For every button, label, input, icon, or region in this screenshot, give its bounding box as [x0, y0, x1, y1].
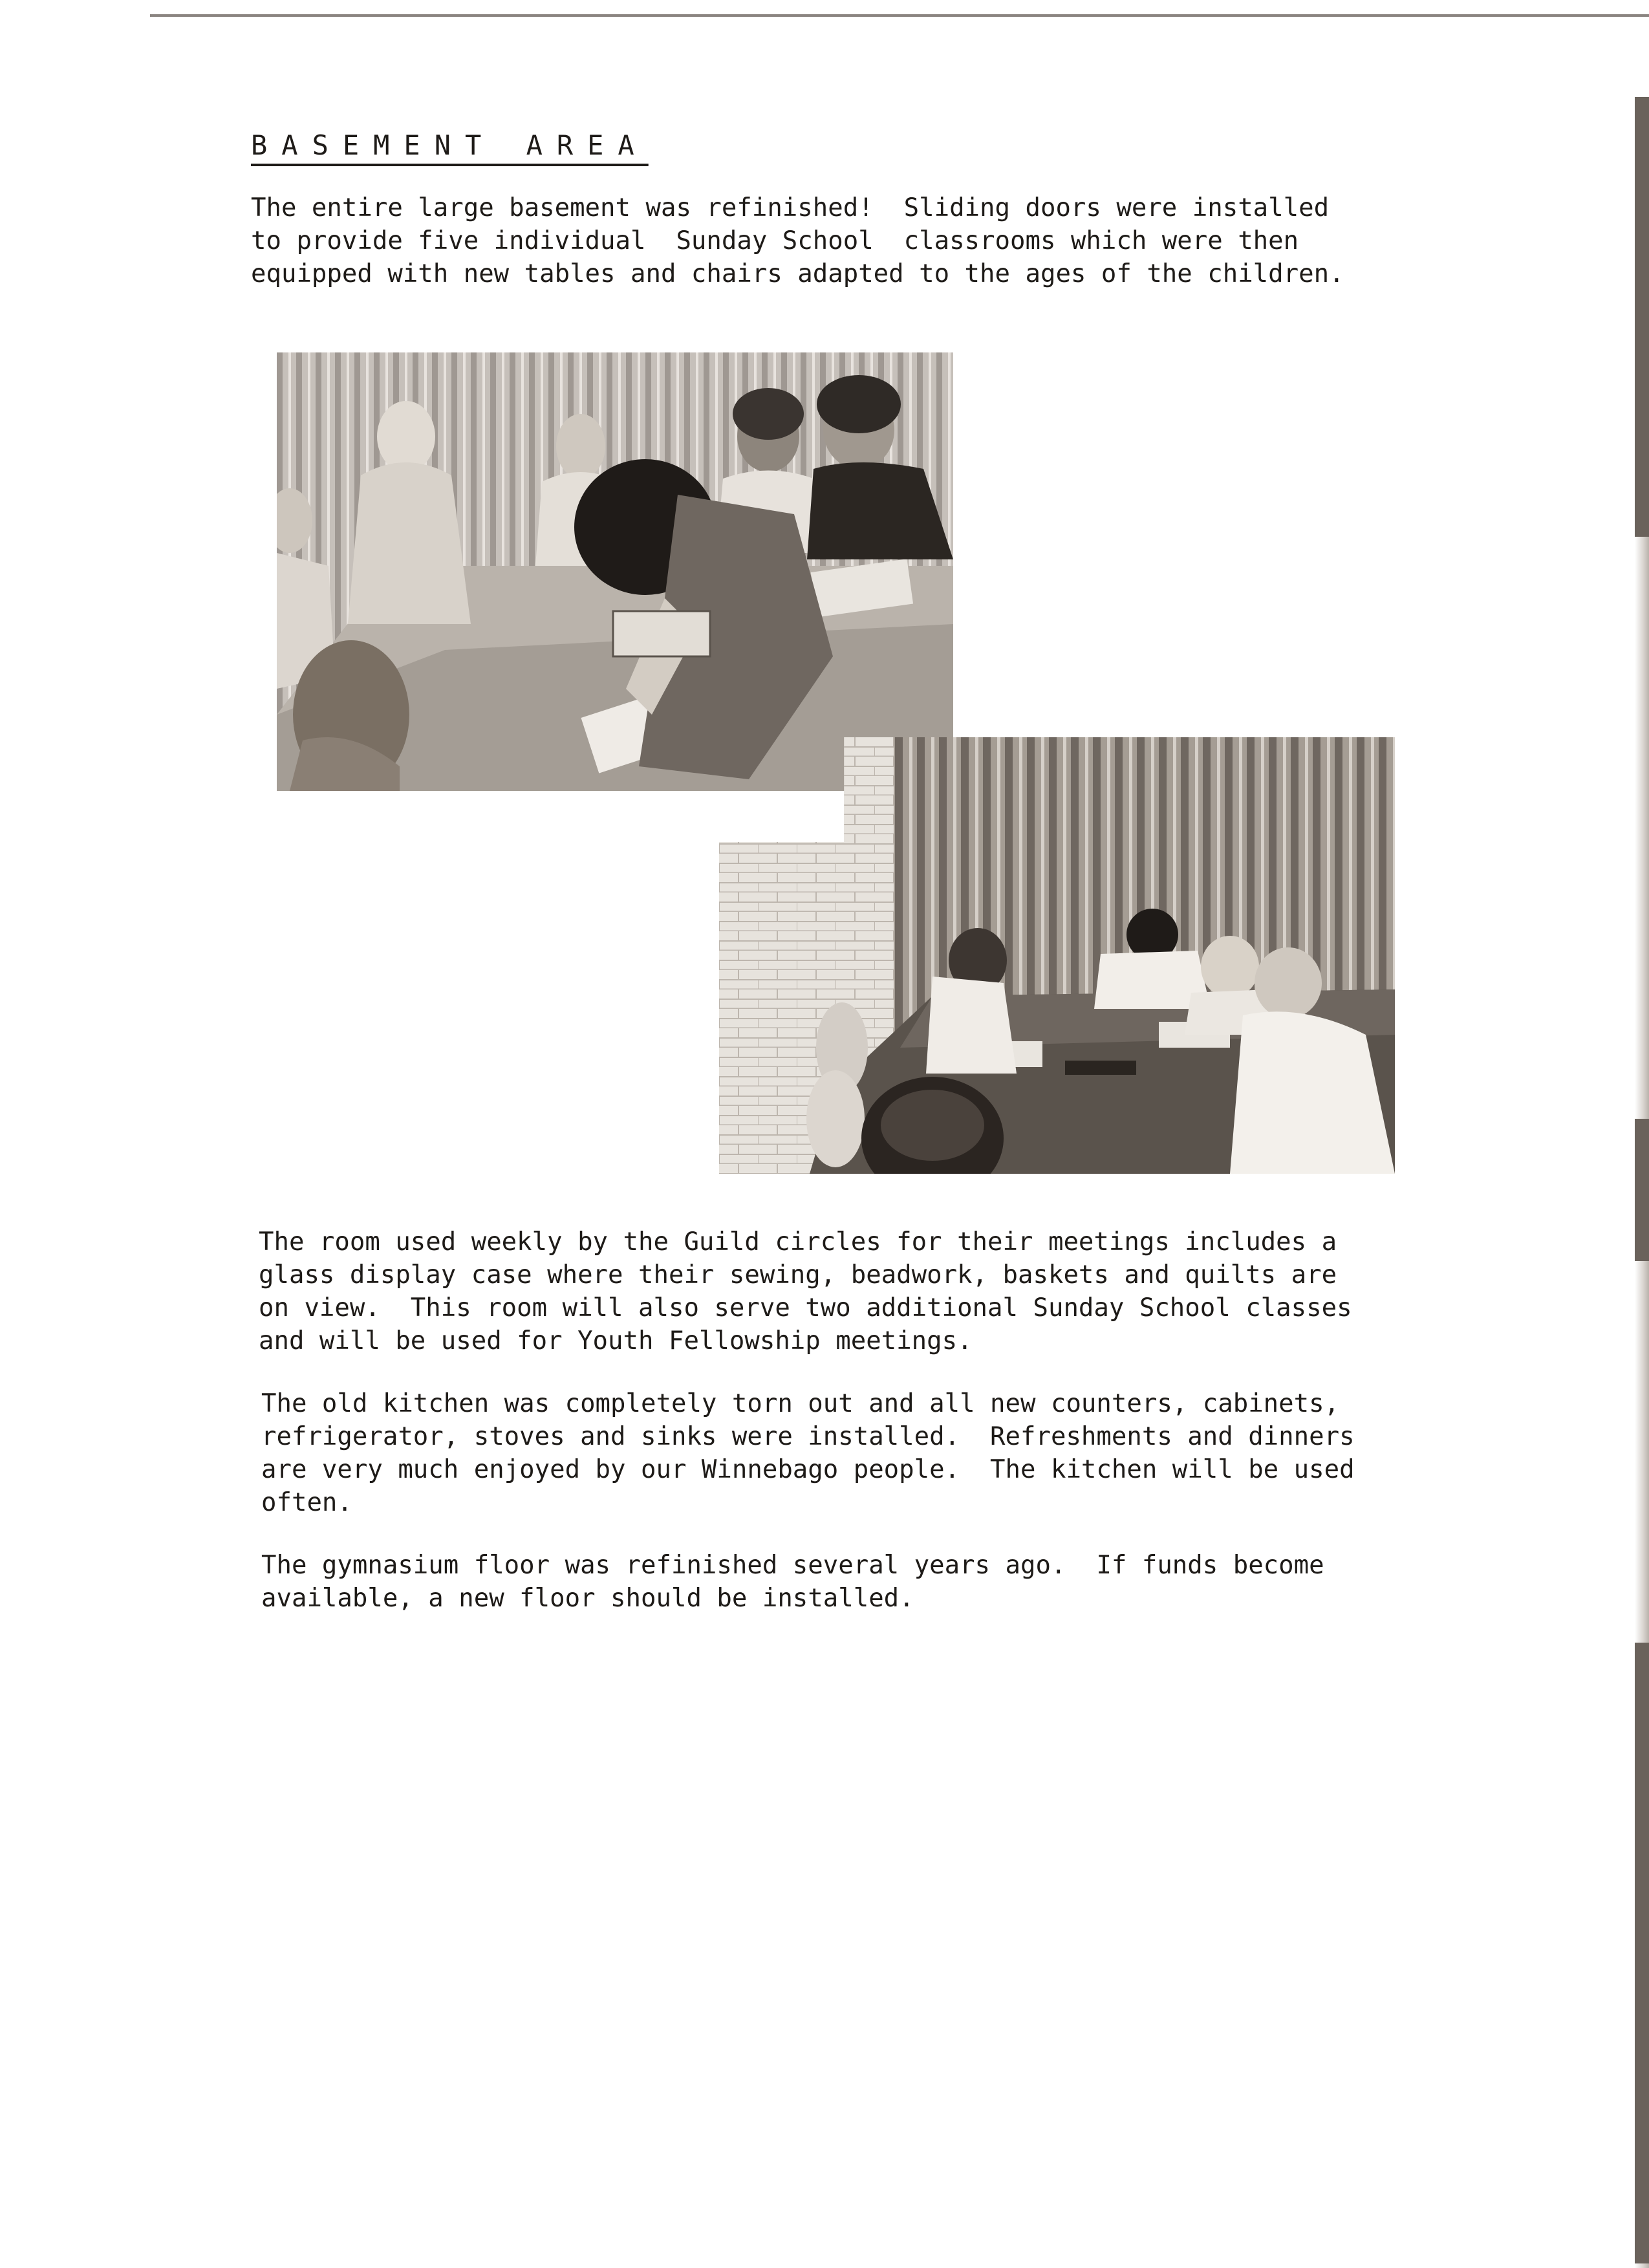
page-edge-mark — [1635, 1643, 1649, 2263]
guild-room-paragraph: The room used weekly by the Guild circles for their meetings includes a glass display case where their sewing, beadwork, baskets and quilts are on view. This room will also serve two additional Sunday School classes and will be used for Youth Fellowship meetings. — [259, 1227, 1352, 1355]
photo-image — [277, 352, 953, 791]
gymnasium-paragraph: The gymnasium floor was refinished several years ago. If funds become available, a new floor should be installed. — [261, 1551, 1324, 1613]
young-children-classroom-photo — [277, 352, 953, 791]
section-heading: BASEMENT AREA — [251, 129, 649, 161]
page-edge-mark — [1635, 1119, 1649, 1261]
intro-paragraph: The entire large basement was refinished! Sliding doors were installed to provide five individual Sunday School classrooms which were then equipped with new tables and chairs adapted to the ages of the children. — [251, 193, 1344, 288]
older-children-classroom-photo — [719, 737, 1395, 1174]
kitchen-paragraph: The old kitchen was completely torn out and all new counters, cabinets, refrigerator, stoves and sinks were installed. Refreshments and dinners are very much enjoyed by our Winnebago people. The kitchen will be used often. — [261, 1389, 1355, 1517]
photo-image — [719, 737, 1395, 1174]
top-edge-rule — [150, 14, 1649, 17]
page-edge-mark — [1635, 97, 1649, 537]
